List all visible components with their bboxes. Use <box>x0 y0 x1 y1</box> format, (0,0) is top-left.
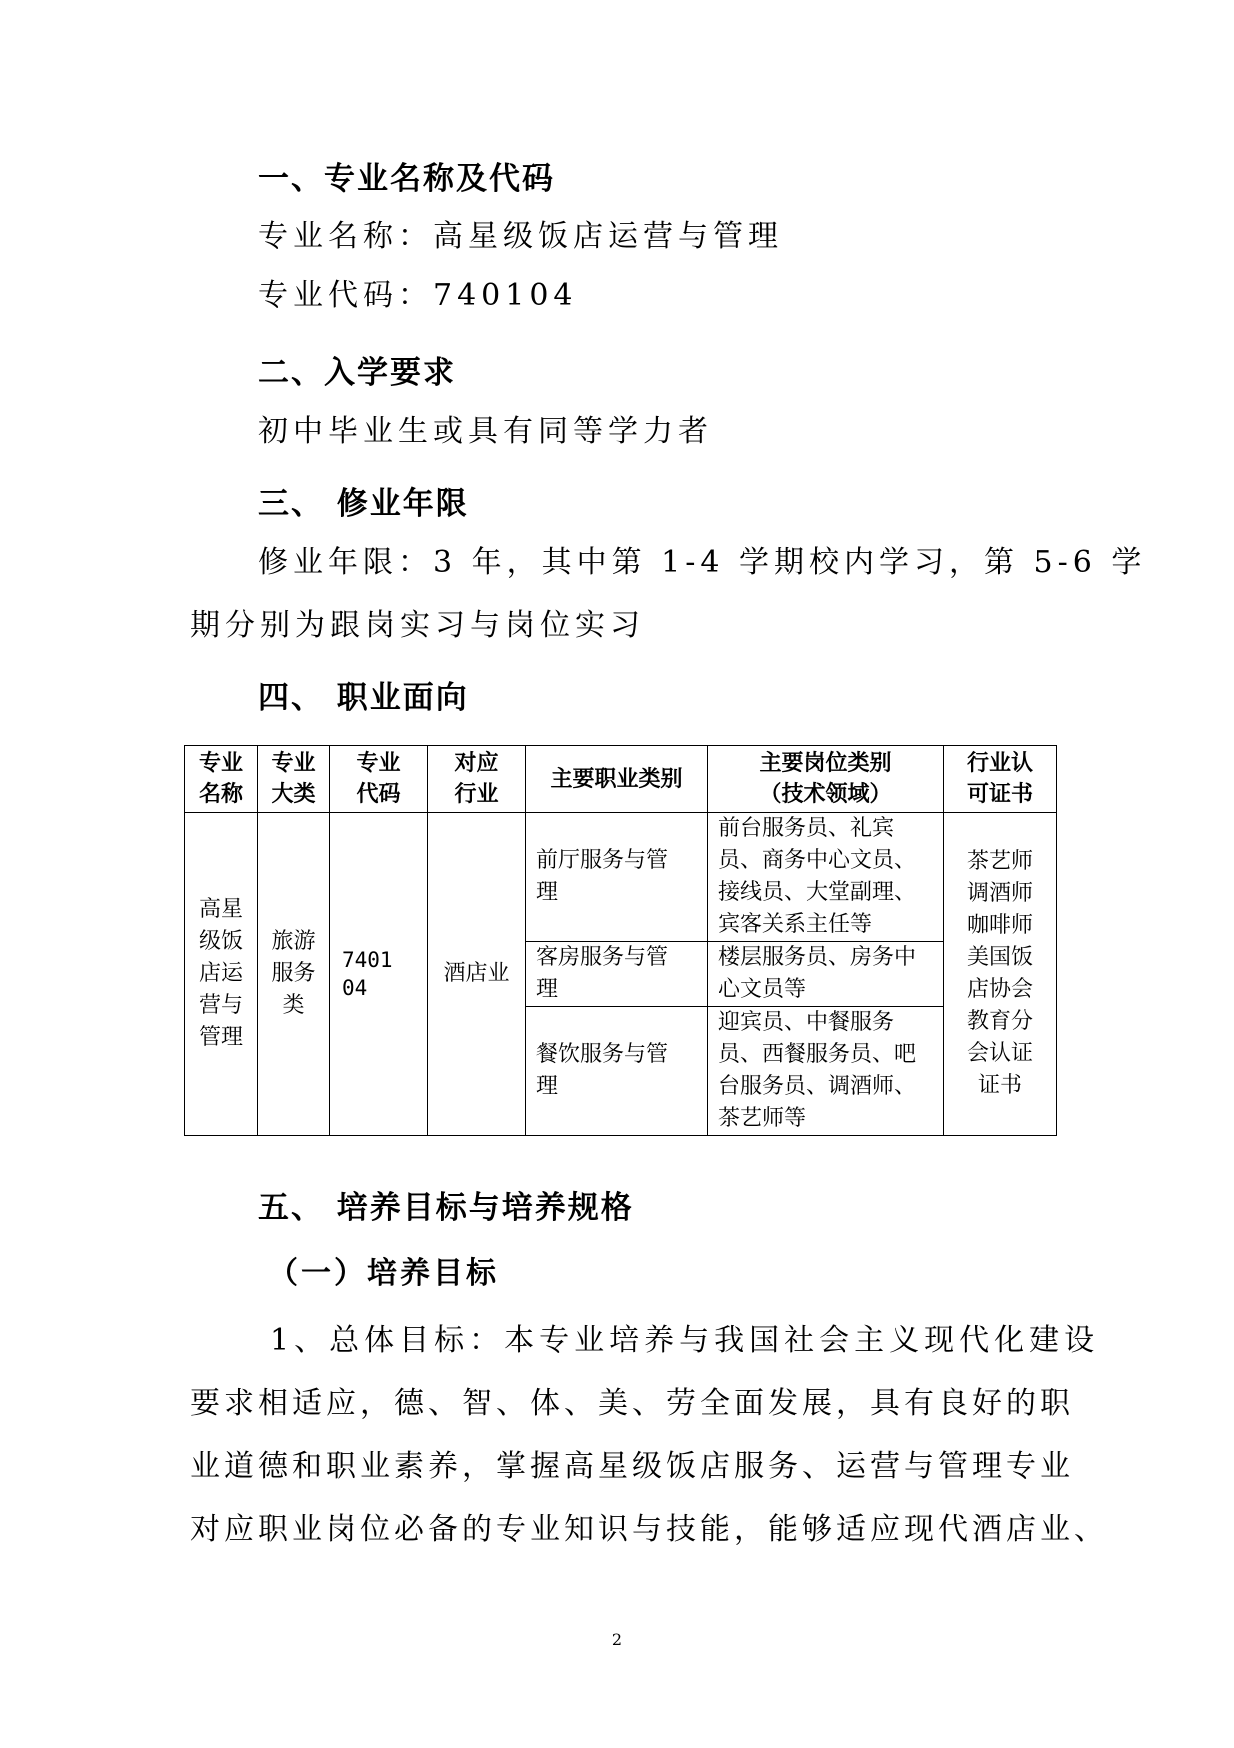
admission-text: 初中毕业生或具有同等学力者 <box>258 414 713 449</box>
cell-positions-housekeeping: 楼层服务员、房务中 心文员等 <box>708 942 944 1007</box>
cell-major-code: 7401 04 <box>330 813 428 1136</box>
cell-industry: 酒店业 <box>428 813 526 1136</box>
career-orientation-table <box>184 745 1057 1136</box>
cell-major-name: 高星 级饭 店运 营与 管理 <box>185 813 258 1136</box>
header-major-code: 专业 代码 <box>330 746 428 813</box>
header-major-name: 专业 名称 <box>185 746 258 813</box>
header-industry: 对应 行业 <box>428 746 526 813</box>
header-occupation: 主要职业类别 <box>526 746 708 813</box>
duration-line-2: 期分别为跟岗实习与岗位实习 <box>190 608 645 643</box>
subsection-goals-heading: （一）培养目标 <box>268 1256 499 1291</box>
goal-line-2: 要求相适应，德、智、体、美、劳全面发展，具有良好的职 <box>190 1386 1074 1421</box>
section-2-heading: 二、入学要求 <box>258 355 456 391</box>
duration-line-1: 修业年限：3 年，其中第 1-4 学期校内学习，第 5-6 学 <box>258 545 1147 580</box>
table-row <box>185 813 1057 942</box>
section-3-heading: 三、 修业年限 <box>258 486 469 522</box>
cell-major-category: 旅游 服务 类 <box>258 813 330 1136</box>
cell-occupation-front-office: 前厅服务与管 理 <box>526 813 708 942</box>
header-positions: 主要岗位类别 （技术领域） <box>708 746 944 813</box>
cell-certificates: 茶艺师 调酒师 咖啡师 美国饭 店协会 教育分 会认证 证书 <box>944 813 1057 1136</box>
header-major-category: 专业 大类 <box>258 746 330 813</box>
section-4-heading: 四、 职业面向 <box>258 680 469 716</box>
cell-occupation-food-beverage: 餐饮服务与管 理 <box>526 1007 708 1136</box>
header-certificates: 行业认 可证书 <box>944 746 1057 813</box>
cell-positions-front-office: 前台服务员、礼宾 员、商务中心文员、 接线员、大堂副理、 宾客关系主任等 <box>708 813 944 942</box>
goal-line-4: 对应职业岗位必备的专业知识与技能，能够适应现代酒店业、 <box>190 1512 1108 1547</box>
cell-occupation-housekeeping: 客房服务与管 理 <box>526 942 708 1007</box>
section-1-heading: 一、专业名称及代码 <box>258 161 555 197</box>
goal-line-3: 业道德和职业素养，掌握高星级饭店服务、运营与管理专业 <box>190 1449 1074 1484</box>
page-number: 2 <box>611 1630 623 1649</box>
cell-positions-food-beverage: 迎宾员、中餐服务 员、西餐服务员、吧 台服务员、调酒师、 茶艺师等 <box>708 1007 944 1136</box>
major-name-line: 专业名称：高星级饭店运营与管理 <box>258 219 783 254</box>
table-header-row <box>185 746 1057 813</box>
section-5-heading: 五、 培养目标与培养规格 <box>258 1190 634 1226</box>
goal-line-1: 1、总体目标：本专业培养与我国社会主义现代化建设 <box>270 1323 1100 1358</box>
major-code-line: 专业代码：740104 <box>258 278 578 313</box>
